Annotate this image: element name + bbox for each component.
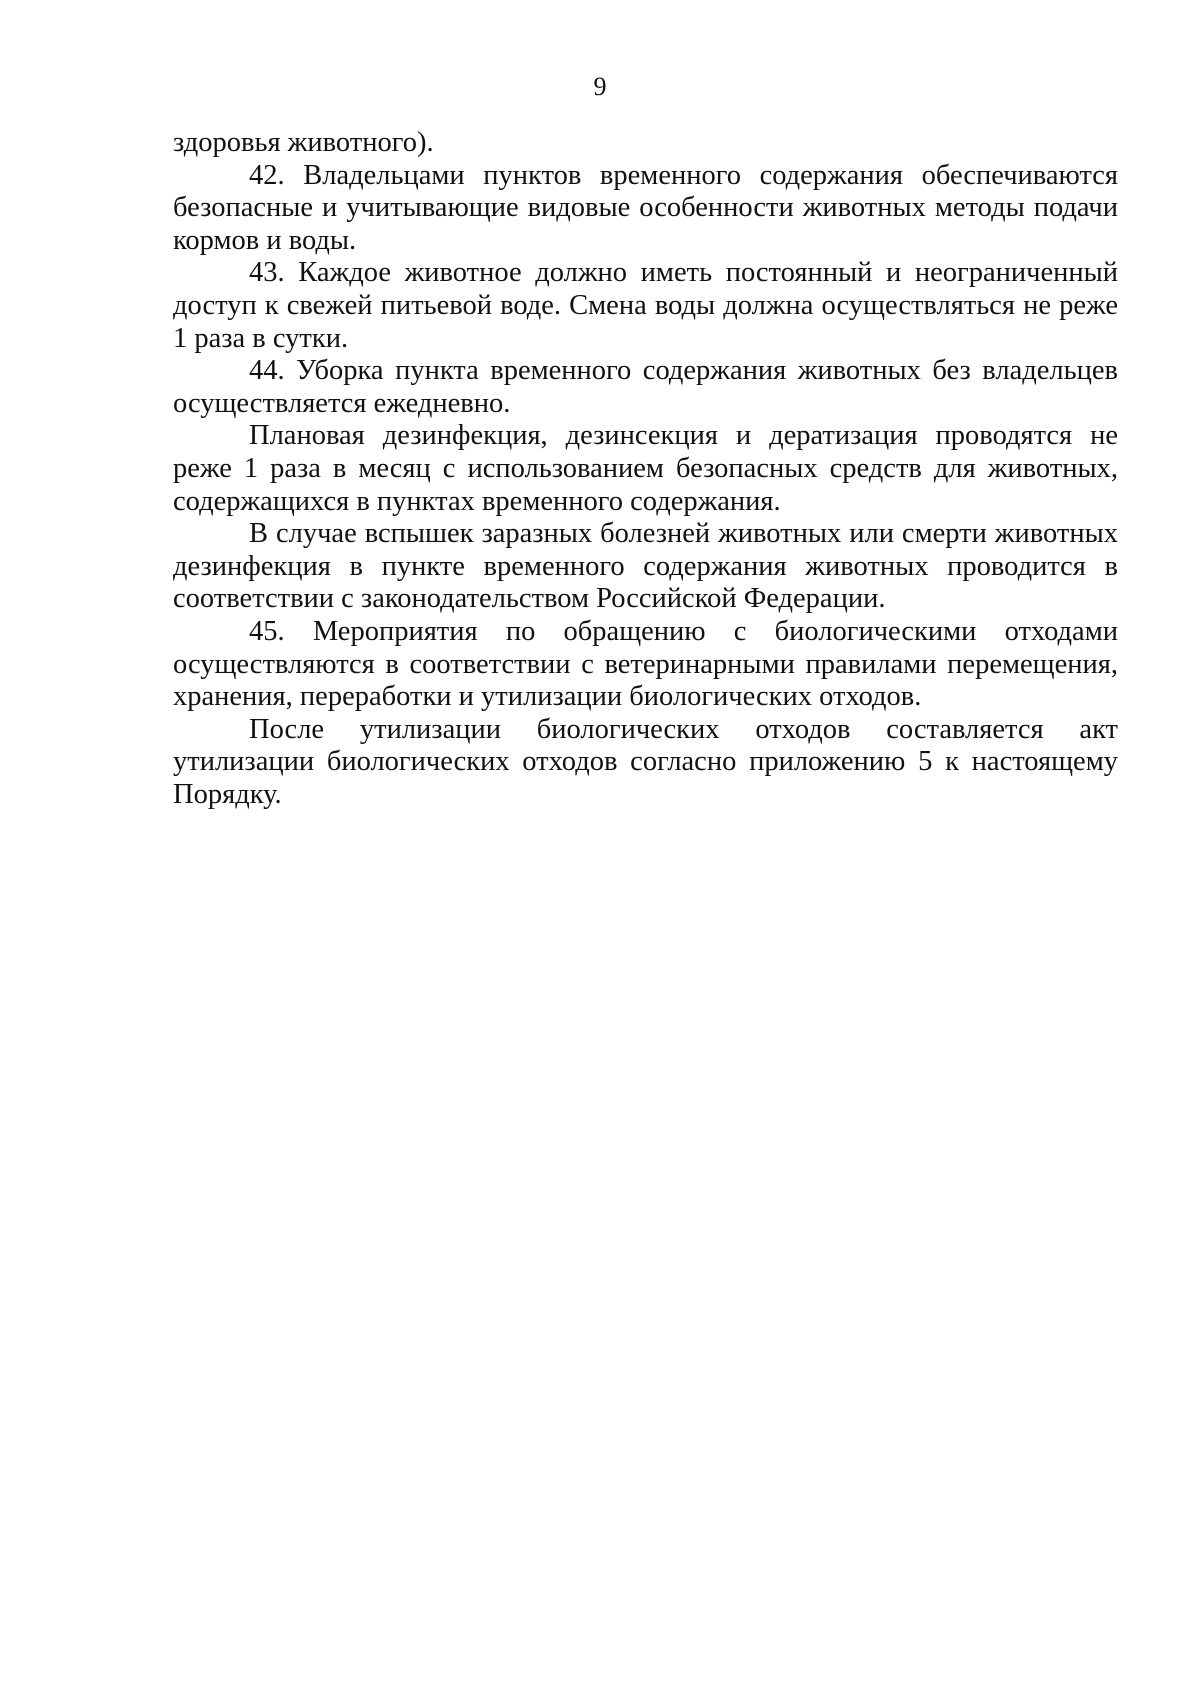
paragraph-continuation: здоровья животного). [173,127,434,158]
paragraph-item-42: 42. Владельцами пунктов временного содержания обеспечиваются безопасные и учитывающие видовые особенности животных методы подачи кормов и воды. [173,159,1118,256]
paragraph-disposal-act: После утилизации биологических отходов составляется акт утилизации биологических отходов согласно приложению 5 к настоящему Порядку. [173,713,1118,810]
paragraph-disinfection-schedule: Плановая дезинфекция, дезинсекция и дератизация проводятся не реже 1 раза в месяц с использованием безопасных средств для животных, содержащихся в пунктах временного содержания. [173,420,1118,517]
paragraph-item-44: 44. Уборка пункта временного содержания животных без владельцев осуществляется ежедневно. [173,355,1118,419]
paragraph-item-43: 43. Каждое животное должно иметь постоянный и неограниченный доступ к свежей питьевой воде. Смена воды должна осуществляться не реже 1 раза в сутки. [173,257,1118,354]
page-number: 9 [593,72,607,101]
paragraph-outbreak-disinfection: В случае вспышек заразных болезней животных или смерти животных дезинфекция в пункте временного содержания животных проводится в соответствии с законодательством Российской Федерации. [173,518,1118,615]
document-body [173,127,1118,811]
paragraph-item-45: 45. Мероприятия по обращению с биологическими отходами осуществляются в соответствии с ветеринарными правилами перемещения, хранения, переработки и утилизации биологических отходов. [173,615,1118,713]
